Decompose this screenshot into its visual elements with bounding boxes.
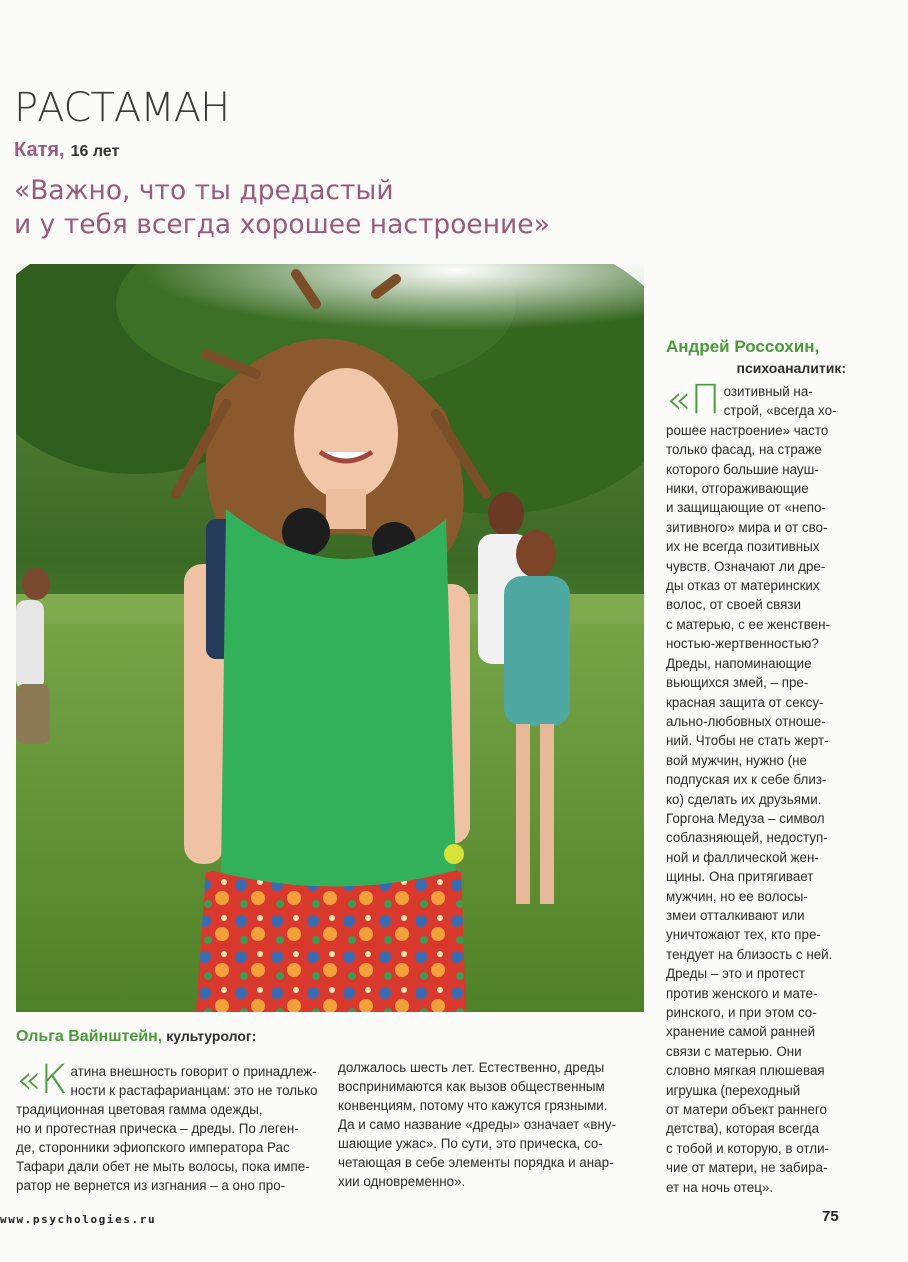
text-line: атина внешность говорит о принадлеж- — [70, 1064, 317, 1079]
dropcap-right: «П — [666, 377, 721, 423]
text-line: Да и само название «дреды» означает «вну- — [338, 1117, 617, 1132]
text-line: с тобой и которую, в отли- — [666, 1140, 830, 1156]
expert-right — [666, 336, 846, 1197]
expert-bottom — [16, 1028, 256, 1046]
text-line: ко) сделать их друзьями. — [666, 791, 822, 807]
text-line: красная защита от сексу- — [666, 694, 824, 710]
expert-bottom-name: Ольга Вайнштейн, — [16, 1028, 163, 1045]
portrait-illustration — [16, 264, 644, 1012]
text-line: Тафари дали обет не мыть волосы, пока импе- — [16, 1159, 310, 1174]
text-line: озитивный на- — [723, 384, 813, 399]
text-line: подпуская их к себе близ- — [666, 772, 827, 788]
text-line: ной и фаллической жен- — [666, 849, 819, 865]
headline-line-2: и у тебя всегда хорошее настроение» — [14, 209, 550, 240]
text-line: традиционная цветовая гамма одежды, — [16, 1102, 263, 1117]
text-line: ально-любовных отноше- — [666, 713, 826, 729]
headline-quote — [14, 174, 634, 242]
text-line: шающие ужас». По сути, это прическа, со- — [338, 1136, 603, 1151]
text-line: воспринимаются как вызов общественным — [338, 1079, 605, 1094]
text-line: тендует на близость с ней. — [666, 946, 833, 962]
text-line: игрушка (переходный — [666, 1082, 801, 1098]
text-line: Дреды, напоминающие — [666, 655, 812, 671]
text-line: но и протестная прическа – дреды. По леген- — [16, 1121, 299, 1136]
expert-bottom-title: культуролог: — [166, 1028, 257, 1044]
text-line: только фасад, на страже — [666, 442, 822, 458]
portrait-photo — [16, 264, 644, 1012]
expert-bottom-column-1 — [16, 1057, 318, 1195]
text-line: чие от матери, не забира- — [666, 1160, 828, 1176]
text-line: ратор не вернется из изгнания – а оно про- — [16, 1178, 286, 1193]
text-line: конвенциям, потому что кажутся грязными. — [338, 1098, 608, 1113]
text-line: щины. Она притягивает — [666, 869, 814, 885]
text-line: чувств. Означают ли дре- — [666, 558, 826, 574]
text-line: строй, «всегда хо- — [723, 403, 837, 419]
text-line: ды отказ от материнских — [666, 578, 820, 594]
text-line: их не всегда позитивных — [666, 539, 820, 555]
text-line: четающая в себе элементы порядка и анар- — [338, 1155, 614, 1170]
text-line: уничтожают тех, кто пре- — [666, 927, 821, 943]
text-line: хии одновременно». — [338, 1174, 466, 1189]
text-line: ний. Чтобы не стать жерт- — [666, 733, 829, 749]
text-line: хранение самой ранней — [666, 1024, 816, 1040]
text-line: которого большие науш- — [666, 461, 819, 477]
text-line: должалось шесть лет. Естественно, дреды — [338, 1060, 605, 1075]
person-name: Катя, — [14, 139, 65, 161]
byline — [14, 137, 119, 165]
text-line: детства), которая всегда — [666, 1121, 820, 1137]
person-age: 16 лет — [70, 143, 120, 160]
text-line: ет на ночь отец». — [666, 1179, 774, 1195]
text-line: ностью-жертвенностью? — [666, 636, 819, 652]
text-line: ники, отгораживающие — [666, 481, 809, 497]
text-line: мужчин, но ее волосы- — [666, 888, 808, 904]
expert-bottom-text-2 — [338, 1058, 638, 1191]
text-line: вьющихся змей, – пре- — [666, 675, 809, 691]
text-line: связи с матерью. Они — [666, 1043, 802, 1059]
text-line: рошее настроение» часто — [666, 422, 829, 438]
dropcap-bottom: «К — [16, 1057, 68, 1103]
text-line: от матери объект раннего — [666, 1102, 827, 1118]
text-line: ности к растафарианцам: это не только — [70, 1083, 318, 1098]
text-line: вой мужчин, нужно (не — [666, 752, 807, 768]
footer-url: www.psychologies.ru — [0, 1213, 157, 1226]
text-line: де, сторонники эфиопского императора Рас — [16, 1140, 290, 1155]
expert-right-text — [666, 377, 846, 1197]
expert-bottom-column-2 — [338, 1058, 638, 1191]
expert-right-title: психоаналитик: — [736, 360, 846, 376]
text-line: Дреды – это и протест — [666, 966, 805, 982]
expert-bottom-text-1 — [16, 1057, 318, 1195]
text-line: волос, от своей связи — [666, 597, 801, 613]
text-line: с матерью, с ее женствен- — [666, 616, 831, 632]
text-line: змеи отталкивают или — [666, 907, 805, 923]
headline-line-1: «Важно, что ты дредастый — [14, 175, 394, 206]
text-line: соблазняющей, недоступ- — [666, 830, 828, 846]
text-line: против женского и мате- — [666, 985, 818, 1001]
expert-right-name: Андрей Россохин, — [666, 337, 820, 356]
text-line: и защищающие от «непо- — [666, 500, 826, 516]
text-line: ринского, и при этом со- — [666, 1005, 817, 1020]
page-number: 75 — [822, 1208, 839, 1225]
text-line: зитивного» мира и от сво- — [666, 519, 828, 535]
text-line: словно мягкая плюшевая — [666, 1063, 825, 1079]
rubric-title: РАСТАМАН — [14, 85, 230, 131]
text-line: Горгона Медуза – символ — [666, 810, 825, 826]
